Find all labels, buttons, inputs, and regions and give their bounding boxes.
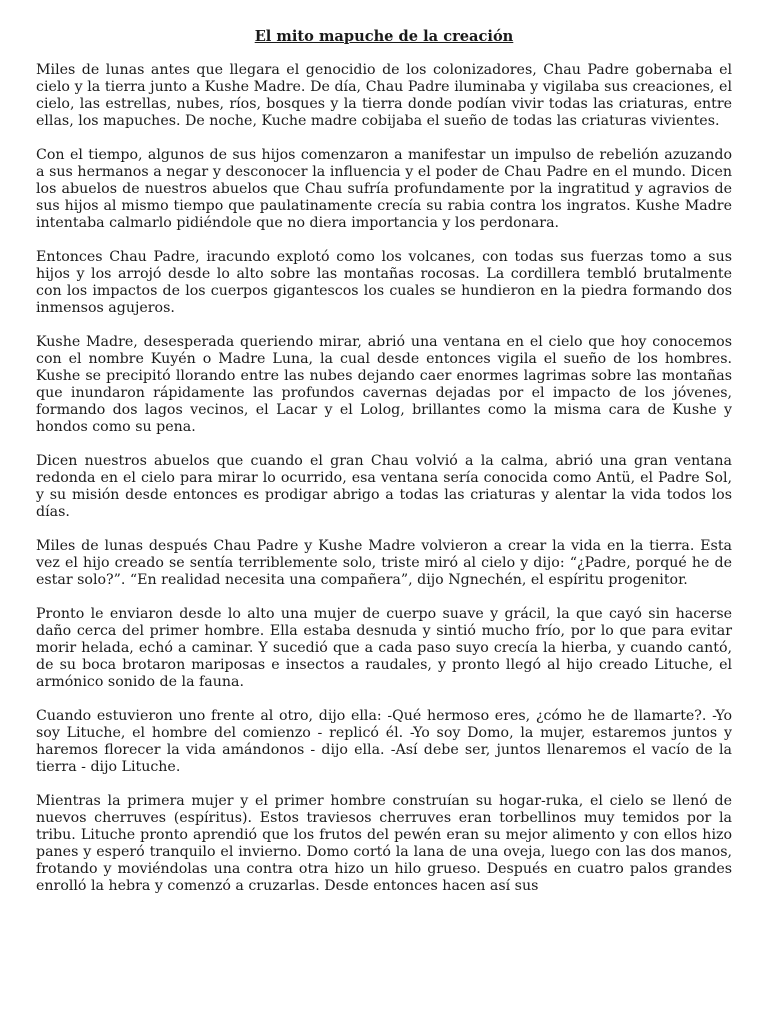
- paragraph-8: Cuando estuvieron uno frente al otro, dijo ella: -Qué hermoso eres, ¿cómo he de llamarte?. -Yo soy Lituche, el hombre del comienzo - replicó él. -Yo soy Domo, la mujer, estaremos juntos y haremos florecer la vida amándonos - dijo ella. -Así debe ser, juntos llenaremos el vacío de la tierra - dijo Lituche.: [36, 708, 732, 775]
- paragraph-4: Kushe Madre, desesperada queriendo mirar, abrió una ventana en el cielo que hoy conocemos con el nombre Kuyén o Madre Luna, la cual desde entonces vigila el sueño de los hombres. Kushe se precipitó llorando entre las nubes dejando caer enormes lagrimas sobre las montañas que inundaron rápidamente las profundos cavernas dejadas por el impacto de los jóvenes, formando dos lagos vecinos, el Lacar y el Lolog, brillantes como la misma cara de Kushe y hondos como su pena.: [36, 334, 732, 435]
- document-title: El mito mapuche de la creación: [254, 28, 514, 45]
- paragraph-7: Pronto le enviaron desde lo alto una mujer de cuerpo suave y grácil, la que cayó sin hacerse daño cerca del primer hombre. Ella estaba desnuda y sintió mucho frío, por lo que para evitar morir helada, echó a caminar. Y sucedió que a cada paso suyo crecía la hierba, y cuando cantó, de su boca brotaron mariposas e insectos a raudales, y pronto llegó al hijo creado Lituche, el armónico sonido de la fauna.: [36, 606, 732, 690]
- document-body: [36, 28, 732, 895]
- paragraph-6: Miles de lunas después Chau Padre y Kushe Madre volvieron a crear la vida en la tierra. Esta vez el hijo creado se sentía terriblemente solo, triste miró al cielo y dijo: “¿Padre, porqué he de estar solo?”. “En realidad necesita una compañera”, dijo Ngnechén, el espíritu progenitor.: [36, 538, 732, 588]
- paragraph-9: Mientras la primera mujer y el primer hombre construían su hogar-ruka, el cielo se llenó de nuevos cherruves (espíritus). Estos traviesos cherruves eran torbellinos muy temidos por la tribu. Lituche pronto aprendió que los frutos del pewén eran su mejor alimento y con ellos hizo panes y esperó tranquilo el invierno. Domo cortó la lana de una oveja, luego con las dos manos, frotando y moviéndolas una contra otra hizo un hilo grueso. Después en cuatro palos grandes enrolló la hebra y comenzó a cruzarlas. Desde entonces hacen así sus: [36, 793, 732, 894]
- paragraph-2: Con el tiempo, algunos de sus hijos comenzaron a manifestar un impulso de rebelión azuzando a sus hermanos a negar y desconocer la influencia y el poder de Chau Padre en el mundo. Dicen los abuelos de nuestros abuelos que Chau sufría profundamente por la ingratitud y agravios de sus hijos al mismo tiempo que paulatinamente crecía su rabia contra los ingratos. Kushe Madre intentaba calmarlo pidiéndole que no diera importancia y los perdonara.: [36, 147, 732, 231]
- paragraph-1: Miles de lunas antes que llegara el genocidio de los colonizadores, Chau Padre gobernaba el cielo y la tierra junto a Kushe Madre. De día, Chau Padre iluminaba y vigilaba sus creaciones, el cielo, las estrellas, nubes, ríos, bosques y la tierra donde podían vivir todas las criaturas, entre ellas, los mapuches. De noche, Kuche madre cobijaba el sueño de todas las criaturas vivientes.: [36, 62, 732, 129]
- paragraph-5: Dicen nuestros abuelos que cuando el gran Chau volvió a la calma, abrió una gran ventana redonda en el cielo para mirar lo ocurrido, esa ventana sería conocida como Antü, el Padre Sol, y su misión desde entonces es prodigar abrigo a todas las criaturas y alentar la vida todos los días.: [36, 453, 732, 520]
- paragraph-3: Entonces Chau Padre, iracundo explotó como los volcanes, con todas sus fuerzas tomo a sus hijos y los arrojó desde lo alto sobre las montañas rocosas. La cordillera tembló brutalmente con los impactos de los cuerpos gigantescos los cuales se hundieron en la piedra formando dos inmensos agujeros.: [36, 249, 732, 316]
